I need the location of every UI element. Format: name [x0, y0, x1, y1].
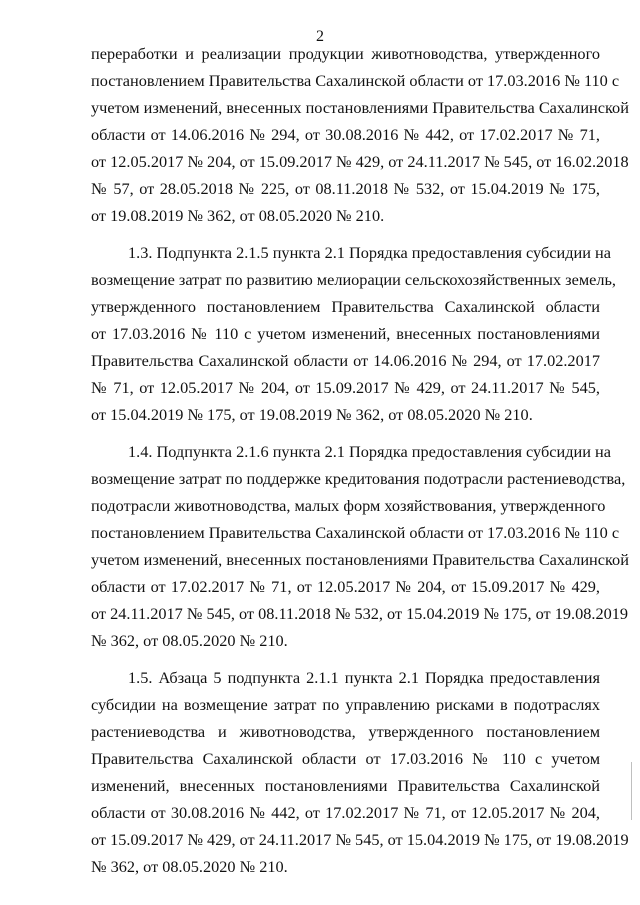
paragraph-first-line: 1.3. Подпункта 2.1.5 пункта 2.1 Порядка предоставления субсидии на	[128, 243, 611, 262]
paragraph-line: № 362, от 08.05.2020 № 210.	[91, 631, 288, 650]
paragraph-line: области от 14.06.2016 № 294, от 30.08.2016 № 442, от 17.02.2017 № 71,	[91, 125, 600, 144]
paragraph-line: от 17.03.2016 № 110 с учетом изменений, внесенных постановлениями	[91, 324, 600, 343]
paragraph-line: от 15.04.2019 № 175, от 19.08.2019 № 362, от 08.05.2020 № 210.	[91, 405, 533, 424]
paragraph-line: утвержденного постановлением Правительства Сахалинской области	[91, 297, 600, 316]
paragraph-line: Правительства Сахалинской области от 17.03.2016 № 110 с учетом	[91, 749, 600, 768]
paragraph-line: области от 17.02.2017 № 71, от 12.05.2017 № 204, от 15.09.2017 № 429,	[91, 577, 600, 596]
paragraph-line: Правительства Сахалинской области от 14.06.2016 № 294, от 17.02.2017	[91, 351, 600, 370]
paragraph-line: постановлением Правительства Сахалинской области от 17.03.2016 № 110 с	[91, 71, 620, 90]
paragraph-line: изменений, внесенных постановлениями Правительства Сахалинской	[91, 776, 600, 795]
paragraph-line: возмещение затрат по развитию мелиорации сельскохозяйственных земель,	[91, 270, 616, 289]
paragraph-line: области от 30.08.2016 № 442, от 17.02.2017 № 71, от 12.05.2017 № 204,	[91, 803, 600, 822]
paragraph-line: от 15.09.2017 № 429, от 24.11.2017 № 545, от 15.04.2019 № 175, от 19.08.2019	[91, 830, 629, 849]
paragraph-line: субсидии на возмещение затрат по управлению рисками в подотраслях	[91, 695, 600, 714]
paragraph-line: от 12.05.2017 № 204, от 15.09.2017 № 429, от 24.11.2017 № 545, от 16.02.2018	[91, 152, 629, 171]
paragraph-line: № 57, от 28.05.2018 № 225, от 08.11.2018 № 532, от 15.04.2019 № 175,	[91, 179, 600, 198]
paragraph-line: подотрасли животноводства, малых форм хозяйствования, утвержденного	[91, 496, 606, 515]
paragraph-line: от 24.11.2017 № 545, от 08.11.2018 № 532, от 15.04.2019 № 175, от 19.08.2019	[91, 604, 629, 623]
paragraph-line: возмещение затрат по поддержке кредитования подотрасли растениеводства,	[91, 469, 626, 488]
paragraph-first-line: 1.5. Абзаца 5 подпункта 2.1.1 пункта 2.1 Порядка предоставления	[128, 668, 600, 687]
paragraph-line: от 19.08.2019 № 362, от 08.05.2020 № 210.	[91, 206, 385, 225]
paragraph-line: растениеводства и животноводства, утвержденного постановлением	[91, 722, 600, 741]
paragraph-line: учетом изменений, внесенных постановлениями Правительства Сахалинской	[91, 98, 629, 117]
scan-edge-mark	[631, 762, 632, 820]
paragraph-line: переработки и реализации продукции животноводства, утвержденного	[91, 44, 600, 63]
paragraph-line: постановлением Правительства Сахалинской области от 17.03.2016 № 110 с	[91, 523, 620, 542]
page-number: 2	[316, 28, 324, 45]
paragraph-first-line: 1.4. Подпункта 2.1.6 пункта 2.1 Порядка предоставления субсидии на	[128, 442, 611, 461]
paragraph-line: № 71, от 12.05.2017 № 204, от 15.09.2017 № 429, от 24.11.2017 № 545,	[91, 378, 600, 397]
paragraph-line: № 362, от 08.05.2020 № 210.	[91, 857, 288, 876]
paragraph-line: учетом изменений, внесенных постановлениями Правительства Сахалинской	[91, 550, 629, 569]
